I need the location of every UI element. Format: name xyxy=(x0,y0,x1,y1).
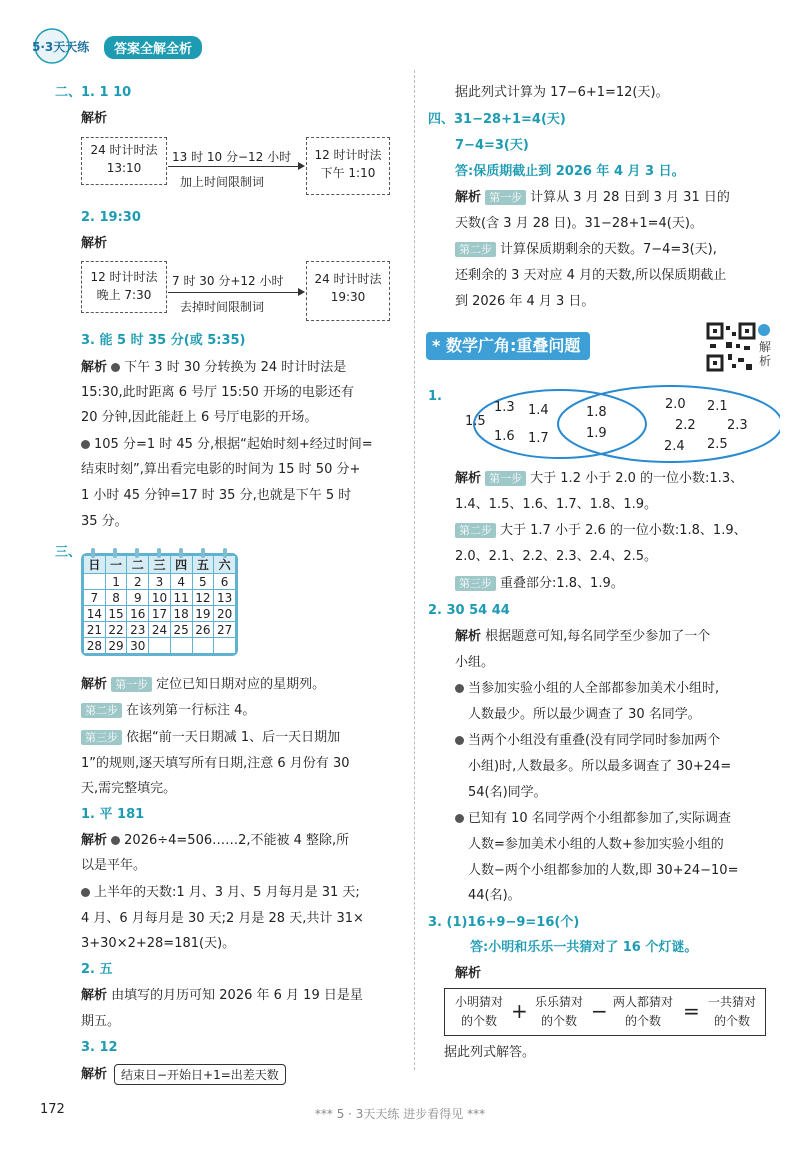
p2-line2: 期五。 xyxy=(81,1014,121,1029)
arrow-line xyxy=(168,292,300,293)
step-badge: 第二步 xyxy=(81,703,122,718)
calendar-header-row xyxy=(84,556,236,574)
venn-item: 2.4 xyxy=(664,439,685,454)
cal-cell: 18 xyxy=(170,606,192,622)
bullet-icon xyxy=(81,440,90,449)
cal-cell xyxy=(170,638,192,654)
bullet-icon xyxy=(111,363,120,372)
box1-right xyxy=(306,137,390,195)
cal-cell xyxy=(84,574,106,590)
calendar-row xyxy=(84,574,236,590)
venn-item: 2.0 xyxy=(665,397,686,412)
venn-item: 1.7 xyxy=(528,431,549,446)
cal-cell: 3 xyxy=(149,574,171,590)
cal-cell: 28 xyxy=(84,638,106,654)
eq-text: 的个数 xyxy=(713,1014,750,1028)
venn-item: 1.6 xyxy=(494,429,515,444)
q2-r-title: 2. 30 54 44 xyxy=(428,603,510,618)
step-badge: 第二步 xyxy=(455,242,496,257)
q3-text: 下午 3 时 30 分转换为 24 时计时法是 xyxy=(124,360,347,375)
cal-step2 xyxy=(81,702,255,720)
q4-step2-l2: 还剩余的 3 天对应 4 月的天数,所以保质期截止 xyxy=(455,268,727,283)
box-text: 24 时计时法 xyxy=(90,143,158,157)
qr-label: 解析 xyxy=(759,340,772,368)
q4-step2-l3: 到 2026 年 4 月 3 日。 xyxy=(455,294,595,309)
step-text: 在该列第一行标注 4。 xyxy=(126,703,256,718)
box-text: 12 时计时法 xyxy=(314,148,382,162)
equation-box xyxy=(444,988,766,1036)
p1-text: 上半年的天数:1 月、3 月、5 月每月是 31 天; xyxy=(94,885,360,900)
cal-step3-l3: 天,需完整填完。 xyxy=(81,781,177,796)
cal-cell xyxy=(149,638,171,654)
q2-r-line8 xyxy=(455,810,731,828)
arrow-label-top: 7 时 30 分+12 小时 xyxy=(172,274,284,288)
jiexi-label: 解析 xyxy=(455,629,482,644)
arrow-line xyxy=(168,166,300,167)
p1-line5: 3+30×2+28=181(天)。 xyxy=(81,936,236,951)
calendar-table xyxy=(83,555,236,654)
footer: *** 5 · 3天天练 进步看得见 *** xyxy=(314,1107,486,1121)
cal-head: 六 xyxy=(214,556,236,574)
bullet-icon xyxy=(455,736,464,745)
q2-text: 已知有 10 名同学两个小组都参加了,实际调查 xyxy=(468,811,731,826)
calendar-row xyxy=(84,606,236,622)
cal-cell: 5 xyxy=(192,574,214,590)
jiexi-label: 解析 xyxy=(81,236,108,251)
step-badge: 第一步 xyxy=(485,190,526,205)
cal-cell: 20 xyxy=(214,606,236,622)
arrow-head-icon xyxy=(298,288,305,296)
calendar-ring-icon xyxy=(157,548,161,558)
eq-text: 乐乐猜对 xyxy=(534,995,583,1009)
jiexi-label: 解析 xyxy=(455,966,482,981)
jiexi-label: 解析 xyxy=(81,677,108,692)
cal-cell: 24 xyxy=(149,622,171,638)
calendar-row xyxy=(84,622,236,638)
q3-label: 三、 xyxy=(55,545,82,560)
eq-op: = xyxy=(683,999,700,1023)
calendar-ring-icon xyxy=(223,548,227,558)
cal-cell: 7 xyxy=(84,590,106,606)
eq-term-a xyxy=(449,993,509,1031)
box-text: 晚上 7:30 xyxy=(96,288,152,302)
venn-item: 2.5 xyxy=(707,437,728,452)
q4-title: 四、31−28+1=4(天) xyxy=(428,112,566,127)
q4-step2 xyxy=(455,241,717,259)
play-icon[interactable] xyxy=(758,324,770,336)
box-text: 19:30 xyxy=(330,290,366,304)
q3-line7: 35 分。 xyxy=(81,514,128,529)
cal-cell: 4 xyxy=(170,574,192,590)
cal-cell: 30 xyxy=(127,638,149,654)
q3-line4 xyxy=(81,436,373,454)
venn-item: 2.3 xyxy=(727,418,748,433)
p1-line2: 以是平年。 xyxy=(81,858,147,873)
box-text: 12 时计时法 xyxy=(90,270,158,284)
eq-text: 小明猜对 xyxy=(454,995,503,1009)
box-text: 下午 1:10 xyxy=(320,166,376,180)
jiexi-label: 解析 xyxy=(81,988,108,1003)
cal-cell xyxy=(214,638,236,654)
cal-cell xyxy=(192,638,214,654)
q2-r-line10: 人数−两个小组都参加的人数,即 30+24−10= xyxy=(468,863,739,878)
cal-cell: 29 xyxy=(105,638,127,654)
logo xyxy=(30,28,96,64)
cal-head: 五 xyxy=(192,556,214,574)
cal-cell: 26 xyxy=(192,622,214,638)
q2-title: 二、1. 1 10 xyxy=(55,85,132,100)
step-badge: 第一步 xyxy=(111,677,152,692)
venn-item: 1.5 xyxy=(465,414,486,429)
arrow-label-top: 13 时 10 分−12 小时 xyxy=(172,150,292,164)
box2-left xyxy=(81,261,167,313)
venn-item: 2.1 xyxy=(707,399,728,414)
eq-text: 一共猜对 xyxy=(707,995,756,1009)
q4-step1-l2: 天数(含 3 月 28 日)。31−28+1=4(天)。 xyxy=(455,216,703,231)
step-badge: 第三步 xyxy=(455,576,496,591)
q2-text: 当两个小组没有重叠(没有同学同时参加两个 xyxy=(468,733,721,748)
q2-text: 当参加实验小组的人全部都参加美术小组时, xyxy=(468,681,720,696)
cal-head: 一 xyxy=(105,556,127,574)
venn-item: 1.3 xyxy=(494,400,515,415)
cal-cell: 16 xyxy=(127,606,149,622)
cal-step3-l2: 1”的规则,逐天填写所有日期,注意 6 月份有 30 xyxy=(81,756,350,771)
jiexi-label: 解析 xyxy=(455,471,482,486)
step-badge: 第三步 xyxy=(81,730,122,745)
step-text: 大于 1.7 小于 2.6 的一位小数:1.8、1.9、 xyxy=(500,523,747,538)
step-badge: 第二步 xyxy=(455,523,496,538)
eq-text: 的个数 xyxy=(460,1014,497,1028)
cal-cell: 12 xyxy=(192,590,214,606)
q3-r-line1: 3. (1)16+9−9=16(个) xyxy=(428,915,580,930)
q2-r-line11: 44(名)。 xyxy=(468,888,521,903)
bullet-icon xyxy=(81,888,90,897)
jiexi-label: 解析 xyxy=(455,190,482,205)
jiexi-label: 解析 xyxy=(81,111,108,126)
q2-r-line4: 人数最少。所以最少调查了 30 名同学。 xyxy=(468,707,701,722)
q2-r-line5 xyxy=(455,732,720,750)
cal-cell: 10 xyxy=(149,590,171,606)
q2-r-line2: 小组。 xyxy=(455,655,495,670)
page-number: 172 xyxy=(40,1102,65,1117)
step-text: 计算保质期剩余的天数。7−4=3(天), xyxy=(500,242,717,257)
box1-left xyxy=(81,137,167,185)
venn-step1 xyxy=(455,470,743,488)
cal-cell: 17 xyxy=(149,606,171,622)
venn-q1: 1. xyxy=(428,389,442,404)
cal-cell: 2 xyxy=(127,574,149,590)
step-text: 重叠部分:1.8、1.9。 xyxy=(500,576,624,591)
calendar-ring-icon xyxy=(201,548,205,558)
section-title: * 数学广角:重叠问题 xyxy=(426,332,590,360)
q4-answer: 答:保质期截止到 2026 年 4 月 3 日。 xyxy=(455,164,685,179)
p1-text: 2026÷4=506……2,不能被 4 整除,所 xyxy=(124,833,350,848)
q2-2: 2. 19:30 xyxy=(81,210,141,225)
q2-text: 根据题意可知,每名同学至少参加了一个 xyxy=(485,629,711,644)
p1-title: 1. 平 181 xyxy=(81,807,145,822)
cal-cell: 21 xyxy=(84,622,106,638)
eq-term-c xyxy=(605,993,681,1031)
cal-cell: 6 xyxy=(214,574,236,590)
cal-cell: 11 xyxy=(170,590,192,606)
arrow-label-bottom: 加上时间限制词 xyxy=(180,175,265,189)
calendar-row xyxy=(84,590,236,606)
eq-term-d xyxy=(701,993,763,1031)
cal-cell: 25 xyxy=(170,622,192,638)
cal-step1 xyxy=(81,676,325,694)
cal-head: 三 xyxy=(149,556,171,574)
venn-item: 1.4 xyxy=(528,403,549,418)
q2-3: 3. 能 5 时 35 分(或 5:35) xyxy=(81,333,246,348)
eq-text: 两人都猜对 xyxy=(612,995,673,1009)
q4-line2: 7−4=3(天) xyxy=(455,138,529,153)
cal-cell: 23 xyxy=(127,622,149,638)
bullet-icon xyxy=(455,814,464,823)
logo-text: 5·3天天练 xyxy=(32,40,90,54)
q3-r-answer: 答:小明和乐乐一共猜对了 16 个灯谜。 xyxy=(470,940,698,955)
calendar-row xyxy=(84,638,236,654)
q2-r-line9: 人数=参加美术小组的人数+参加实验小组的 xyxy=(468,837,724,852)
cal-cell: 15 xyxy=(105,606,127,622)
q2-r-line7: 54(名)同学。 xyxy=(468,785,547,800)
box2-right xyxy=(306,261,390,321)
p1-line4: 4 月、6 月每月是 30 天;2 月是 28 天,共计 31× xyxy=(81,911,364,926)
arrow-label-bottom: 去掉时间限制词 xyxy=(180,300,265,314)
p1-line1 xyxy=(81,832,349,850)
qr-code-icon[interactable] xyxy=(706,322,756,372)
q3-r-last: 据此列式解答。 xyxy=(444,1045,536,1060)
r-line0: 据此列式计算为 17−6+1=12(天)。 xyxy=(455,85,669,100)
column-divider xyxy=(414,70,415,1070)
eq-text: 的个数 xyxy=(624,1014,661,1028)
jiexi-label: 解析 xyxy=(81,360,108,375)
cal-cell: 14 xyxy=(84,606,106,622)
calendar-ring-icon xyxy=(135,548,139,558)
p1-line3 xyxy=(81,884,360,902)
formula-box: 结束日−开始日+1=出差天数 xyxy=(114,1064,286,1085)
step-text: 定位已知日期对应的星期列。 xyxy=(156,677,326,692)
q3-line1 xyxy=(81,359,346,377)
q2-r-line3 xyxy=(455,680,719,698)
jiexi-label: 解析 xyxy=(81,833,108,848)
box-text: 13:10 xyxy=(106,161,142,175)
q3-line3: 20 分钟,因此能赶上 6 号厅电影的开场。 xyxy=(81,410,318,425)
p2-text: 由填写的月历可知 2026 年 6 月 19 日是星 xyxy=(111,988,363,1003)
eq-term-b xyxy=(529,993,589,1031)
step-badge: 第一步 xyxy=(485,471,526,486)
q2-r-line6: 小组)时,人数最多。所以最多调查了 30+24= xyxy=(468,759,732,774)
cal-cell: 27 xyxy=(214,622,236,638)
venn-step1-l2: 1.4、1.5、1.6、1.7、1.8、1.9。 xyxy=(455,497,658,512)
cal-head: 二 xyxy=(127,556,149,574)
venn-step2-l2: 2.0、2.1、2.2、2.3、2.4、2.5。 xyxy=(455,549,658,564)
venn-item: 1.9 xyxy=(586,426,607,441)
arrow-head-icon xyxy=(298,162,305,170)
p3-title: 3. 12 xyxy=(81,1040,118,1055)
venn-step2 xyxy=(455,522,747,540)
p2-title: 2. 五 xyxy=(81,962,113,977)
eq-op: − xyxy=(591,999,608,1023)
cal-cell: 9 xyxy=(127,590,149,606)
step-text: 依据“前一天日期减 1、后一天日期加 xyxy=(126,730,341,745)
q4-step1 xyxy=(455,189,730,207)
calendar xyxy=(81,553,238,656)
step-text: 大于 1.2 小于 2.0 的一位小数:1.3、 xyxy=(530,471,744,486)
cal-cell: 13 xyxy=(214,590,236,606)
venn-step3 xyxy=(455,575,624,593)
venn-item: 2.2 xyxy=(675,418,696,433)
p2-line1 xyxy=(81,987,363,1005)
step-text: 计算从 3 月 28 日到 3 月 31 日的 xyxy=(530,190,730,205)
bullet-icon xyxy=(111,836,120,845)
cal-cell: 22 xyxy=(105,622,127,638)
box-text: 24 时计时法 xyxy=(314,272,382,286)
cal-step3 xyxy=(81,729,340,747)
q2-r-line1 xyxy=(455,628,710,646)
jiexi-label: 解析 xyxy=(81,1067,108,1082)
cal-head: 日 xyxy=(84,556,106,574)
calendar-ring-icon xyxy=(91,548,95,558)
q3-line5: 结束时刻”,算出看完电影的时间为 15 时 50 分+ xyxy=(81,462,361,477)
cal-cell: 19 xyxy=(192,606,214,622)
q3-text: 105 分=1 时 45 分,根据“起始时刻+经过时间= xyxy=(94,437,373,452)
header-badge: 答案全解全析 xyxy=(104,36,202,59)
eq-op: + xyxy=(511,999,528,1023)
bullet-icon xyxy=(455,684,464,693)
calendar-ring-icon xyxy=(179,548,183,558)
eq-text: 的个数 xyxy=(540,1014,577,1028)
cal-cell: 1 xyxy=(105,574,127,590)
calendar-ring-icon xyxy=(113,548,117,558)
cal-cell: 8 xyxy=(105,590,127,606)
cal-head: 四 xyxy=(170,556,192,574)
q3-line6: 1 小时 45 分钟=17 时 35 分,也就是下午 5 时 xyxy=(81,488,352,503)
q3-line2: 15:30,此时距离 6 号厅 15:50 开场的电影还有 xyxy=(81,385,354,400)
venn-item: 1.8 xyxy=(586,405,607,420)
